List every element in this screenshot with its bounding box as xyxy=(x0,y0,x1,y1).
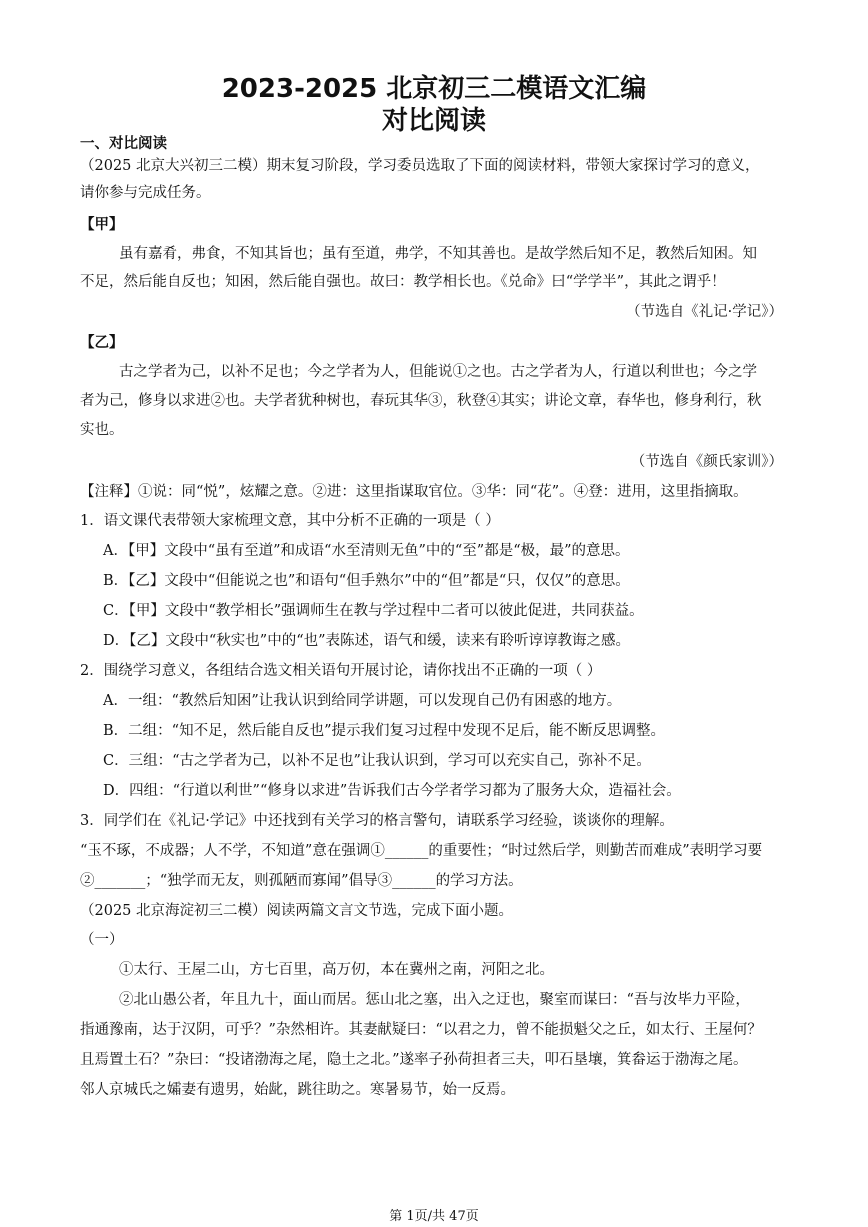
question-3-line-2: ②_______；“独学而无友，则孤陋而寡闻”倡导③______的学习方法。 xyxy=(80,873,523,889)
question-2-option-a: A．一组：“教然后知困”让我认识到给同学讲题，可以发现自己仍有困惑的地方。 xyxy=(103,693,622,709)
question-1-option-a: A．【甲】文段中“虽有至道”和成语“水至清则无鱼”中的“至”都是“极，最”的意思。 xyxy=(103,543,630,559)
passage-2-paragraph-2-line-3: 且焉置土石？”杂曰：“投诸渤海之尾，隐土之北。”遂率子孙荷担者三夫，叩石垦壤，箕畚运于渤海之尾。 xyxy=(80,1052,748,1068)
document-subtitle: 对比阅读 xyxy=(381,106,486,136)
intro-line-2: 请你参与完成任务。 xyxy=(80,185,211,201)
jia-label: 【甲】 xyxy=(80,216,124,233)
jia-source: （节选自《礼记·学记》） xyxy=(626,304,783,320)
document-title: 2023-2025 北京初三二模语文汇编 xyxy=(221,74,647,104)
section-heading: 一、对比阅读 xyxy=(80,135,167,152)
passage-2-paragraph-2-line-2: 指通豫南，达于汉阴，可乎？”杂然相许。其妻献疑曰：“以君之力，曾不能损魁父之丘，如太行、王屋何？ xyxy=(80,1022,762,1038)
question-3-stem: 3．同学们在《礼记·学记》中还找到有关学习的格言警句，请联系学习经验，谈谈你的理解。 xyxy=(80,813,674,829)
passage-2-paragraph-2-line-1: ②北山愚公者，年且九十，面山而居。惩山北之塞，出入之迂也，聚室而谋曰：“吾与汝毕力平险， xyxy=(119,992,750,1008)
page-number: 第 1页/共 47页 xyxy=(389,1209,479,1224)
jia-paragraph-line-2: 不足，然后能自反也；知困，然后能自强也。故曰：教学相长也。《兑命》曰“学学半”，其此之谓乎！ xyxy=(80,274,726,290)
yi-source: （节选自《颜氏家训》） xyxy=(630,454,783,470)
passage-2-intro: （2025 北京海淀初三二模）阅读两篇文言文节选，完成下面小题。 xyxy=(80,903,514,919)
question-2-option-b: B．二组：“知不足，然后能自反也”提示我们复习过程中发现不足后，能不断反思调整。 xyxy=(103,723,665,739)
question-2-stem: 2．围绕学习意义，各组结合选文相关语句开展讨论，请你找出不正确的一项（ ） xyxy=(80,663,602,679)
question-2-option-d: D．四组：“行道以利世”“修身以求进”告诉我们古今学者学习都为了服务大众，造福社会。 xyxy=(103,783,681,799)
intro-line-1: （2025 北京大兴初三二模）期末复习阶段，学习委员选取了下面的阅读材料，带领大家探讨学习的意义， xyxy=(80,158,760,174)
question-1-option-b: B．【乙】文段中“但能说之也”和语句“但手熟尔”中的“但”都是“只，仅仅”的意思。 xyxy=(103,573,630,589)
question-1-stem: 1．语文课代表带领大家梳理文意，其中分析不正确的一项是（ ） xyxy=(80,513,500,529)
passage-2-part-label: （一） xyxy=(80,932,124,948)
yi-label: 【乙】 xyxy=(80,334,124,351)
yi-paragraph-line-1: 古之学者为己，以补不足也；今之学者为人，但能说①之也。古之学者为人，行道以利世也；今之学 xyxy=(119,364,757,380)
question-3-line-1: “玉不琢，不成器；人不学，不知道”意在强调①______的重要性；“时过然后学，则勤苦而难成”表明学习要 xyxy=(80,843,763,859)
question-1-option-d: D．【乙】文段中“秋实也”中的“也”表陈述，语气和缓，读来有聆听谆谆教诲之感。 xyxy=(103,633,631,649)
passage-2-paragraph-1: ①太行、王屋二山，方七百里，高万仞，本在冀州之南，河阳之北。 xyxy=(119,962,554,978)
yi-paragraph-line-2: 者为己，修身以求进②也。夫学者犹种树也，春玩其华③，秋登④其实；讲论文章，春华也，修身利行，秋 xyxy=(80,393,762,409)
yi-paragraph-line-3: 实也。 xyxy=(80,422,124,438)
passage-2-paragraph-2-line-4: 邻人京城氏之孀妻有遗男，始龀，跳往助之。寒暑易节，始一反焉。 xyxy=(80,1082,515,1098)
question-1-option-c: C．【甲】文段中“教学相长”强调师生在教与学过程中二者可以彼此促进，共同获益。 xyxy=(103,603,644,619)
question-2-option-c: C．三组：“古之学者为己，以补不足也”让我认识到，学习可以充实自己，弥补不足。 xyxy=(103,753,651,769)
jia-paragraph-line-1: 虽有嘉肴，弗食，不知其旨也；虽有至道，弗学，不知其善也。是故学然后知不足，教然后知困。知 xyxy=(119,246,757,262)
annotation-notes: 【注释】①说：同“悦”，炫耀之意。②进：这里指谋取官位。③华：同“花”。④登：进用，这里指摘取。 xyxy=(80,484,748,500)
